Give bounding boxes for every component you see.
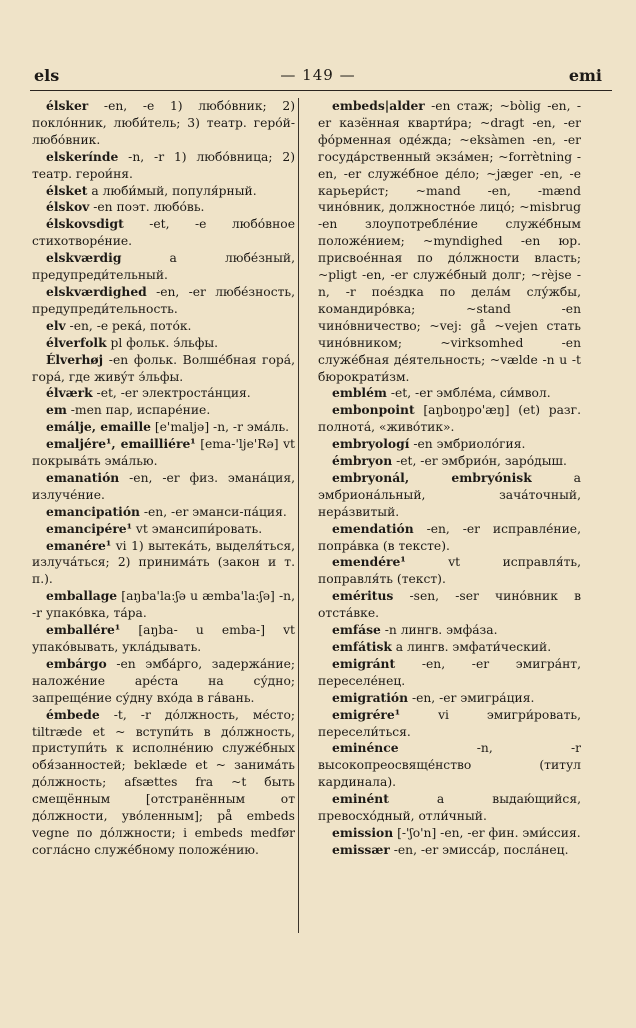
entry-headword: embonpoint [332,402,415,418]
dictionary-entry [32,538,295,589]
right-column [318,98,581,859]
entry-definition: -n лингв. эмфа́за. [380,623,498,638]
entry-definition: -en фольк. Волше́бная гора́, гора́, где живу́т э́льфы. [32,352,295,384]
entry-definition: vi эмигри́ровать, пересели́ться. [318,707,581,739]
entry-definition: -en, -e 1) любо́вник; 2) покло́нник, люби́тель; 3) театр. геро́й-любо́вник. [32,99,295,147]
entry-headword: emanére¹ [46,537,112,553]
header-right-guide-word: emi [568,66,602,85]
entry-headword: émbede [46,706,100,722]
entry-definition: pl фольк. э́льфы. [106,335,219,350]
entry-definition: [aŋboŋpo'æŋ] (et) разг. полнота́, «живо́тик». [318,403,581,435]
entry-headword: elskværdig [46,250,122,266]
dictionary-entry [318,453,581,470]
dictionary-entry [32,402,295,419]
entry-definition: -en, -er исправле́ние, попра́вка (в тексте). [318,521,581,553]
dictionary-entry [318,402,581,436]
dictionary-entry [318,791,581,825]
entry-definition: -en, -er эманси-па́ция. [139,504,287,519]
dictionary-entry [32,419,295,436]
dictionary-entry [318,521,581,555]
dictionary-entry [32,588,295,622]
dictionary-entry [32,707,295,859]
entry-headword: em [46,402,67,418]
dictionary-entry [32,504,295,521]
entry-definition: -t, -r до́лжность, ме́сто; tiltræde et ~ вступи́ть в до́лжность, приступи́ть к исполне́нию служе́бных обя́занностей; beklæde et ~ занима́ть до́лжность; afsættes fra ~t быть смещённым [отстранённым от до́лжности, уво́ленным]; på embeds vegne по до́лжности; i embeds medfør согла́сно служе́бному положе́нию. [32,707,295,857]
dictionary-entry [32,521,295,538]
entry-definition: a любе́зный, предупреди́тельный. [32,251,295,283]
entry-headword: emblém [332,385,387,401]
entry-headword: emission [332,824,394,840]
entry-definition: [aŋba'la:ʃə u æmba'la:ʃə] -n, -r упако́вка, та́ра. [32,589,295,621]
entry-definition: -n, -r 1) любо́вница; 2) театр. герои́ня. [32,149,295,181]
entry-definition: -et, -e любо́вное стихотворе́ние. [32,217,295,249]
entry-definition: -en, -er эмигра́нт, переселе́нец. [318,656,581,688]
entry-headword: elskværdighed [46,283,147,299]
entry-definition: -n, -r высокопреосвяще́нство (титул кардинала). [318,741,581,790]
dictionary-entry [32,318,295,335]
entry-definition: -en, -er физ. эмана́ция, излуче́ние. [32,470,295,502]
dictionary-entry [318,842,581,859]
entry-headword: embryologí [332,436,410,452]
entry-headword: emigratión [332,689,409,705]
dictionary-entry [32,98,295,149]
entry-headword: emigrére¹ [332,706,401,722]
dictionary-entry [32,199,295,216]
dictionary-entry [32,470,295,504]
page-number: — 149 — [280,66,356,84]
dictionary-entry [32,385,295,402]
entry-headword: élsker [46,98,89,113]
entry-headword: embeds|alder [332,98,425,113]
dictionary-entry [318,639,581,656]
entry-headword: eminént [332,791,389,807]
dictionary-entry [318,690,581,707]
dictionary-entry [32,335,295,352]
dictionary-entry [32,352,295,386]
entry-headword: embryonál, embryónisk [332,469,532,485]
dictionary-entry [318,554,581,588]
entry-definition: -et, -er эмбрио́н, заро́дыш. [392,454,567,469]
header-left-guide-word: els [34,66,60,85]
entry-headword: eméritus [332,588,394,604]
dictionary-entry [32,436,295,470]
dictionary-entry [32,149,295,183]
entry-headword: emballére¹ [46,622,121,638]
entry-definition: -et, -er электроста́нция. [92,386,251,401]
entry-headword: emballage [46,588,118,604]
entry-definition: -en стаж; ~bòlig -en, -er казённая кварти́ра; ~dragt -en, -er фо́рменная оде́жда; ~eksàmen -en, -er госуда́рственный экза́мен; ~forrètning -en, -er служе́бное де́ло; ~jæger -en, -e карьери́ст; ~mand -en, -mænd чино́вник, должностно́е лицо́; ~misbrug -en злоупотребле́ние служе́бным положе́нием; ~myndighed -en юр. присвое́нная по до́лжности власть; ~pligt -en, -er служе́бный долг; ~rèjse -n, -r пое́здка по дела́м слу́жбы, командиро́вка; ~stand -en чино́вничество; ~vej: gå ~vejen стать чино́вником; ~virksomhed -en служе́бная де́ятельность; ~vælde -n u -t бюрократи́зм. [318,99,581,384]
entry-headword: emigránt [332,655,396,671]
entry-definition: vt эмансипи́ровать. [132,521,263,536]
entry-definition: [-'ʃo'n] -en, -er фин. эми́ссия. [393,825,581,840]
dictionary-entry [32,250,295,284]
entry-definition: a лингв. эмфати́ческий. [391,640,552,654]
entry-headword: emancipére¹ [46,520,133,536]
entry-headword: emaljére¹, emailliére¹ [46,436,196,452]
dictionary-entry [318,740,581,791]
left-column [32,98,295,859]
entry-definition: -en, -er эмигра́ция. [408,690,535,705]
entry-headword: embárgo [46,655,107,671]
dictionary-entry [318,707,581,741]
dictionary-entry [32,284,295,318]
dictionary-entry [318,98,581,385]
entry-headword: emfáse [332,622,381,638]
entry-definition: -en, -er эмисса́р, посла́нец. [389,842,569,857]
entry-headword: emfátisk [332,639,392,654]
entry-headword: Élverhøj [46,351,104,367]
dictionary-entry [32,183,295,200]
entry-headword: emendére¹ [332,554,406,570]
entry-headword: élsket [46,182,88,198]
column-divider [298,98,299,933]
dictionary-entry [318,622,581,639]
entry-definition: vi 1) вытека́ть, выделя́ться, излуча́ться; 2) принима́ть (закон и т. п.). [32,538,295,587]
dictionary-entry [32,216,295,250]
entry-headword: elv [46,317,66,333]
entry-headword: emancipatión [46,503,140,519]
dictionary-entry [32,656,295,707]
entry-headword: emendatión [332,520,414,536]
entry-headword: emanatión [46,469,120,485]
dictionary-entry [318,385,581,402]
dictionary-entry [318,436,581,453]
entry-definition: a эмбриона́льный, зача́точный, нера́звитый. [318,470,581,519]
entry-headword: eminénce [332,740,399,756]
entry-definition: -en, -er любе́зность, предупреди́тельность. [32,284,295,316]
entry-definition: -en эмба́рго, задержа́ние; наложе́ние аре́ста на су́дно; запреще́ние су́дну вхо́да в га́вань. [32,656,295,705]
entry-definition: -en поэт. любо́вь. [89,200,205,215]
dictionary-entry [318,825,581,842]
dictionary-entry [318,470,581,521]
entry-headword: elskerínde [46,148,119,164]
entry-definition: -et, -er эмбле́ма, си́мвол. [386,386,551,401]
entry-headword: emálje, emaille [46,419,151,435]
entry-definition: [ema-'lje'Rə] vt покрыва́ть эма́лью. [32,437,296,469]
entry-definition: vt исправля́ть, поправля́ть (текст). [318,555,581,587]
entry-definition: -men пар, испаре́ние. [66,403,211,418]
entry-definition: -en эмбриоло́гия. [409,437,526,452]
dictionary-entry [318,656,581,690]
dictionary-entry [318,588,581,622]
entry-definition: -sen, -ser чино́вник в отста́вке. [318,589,581,621]
entry-headword: élværk [46,385,93,401]
entry-headword: élskovsdigt [46,216,124,232]
entry-definition: [e'maljə] -n, -r эма́ль. [150,420,290,435]
entry-headword: élverfolk [46,334,107,350]
header-rule [30,90,612,91]
entry-headword: élskov [46,199,90,215]
entry-definition: -en, -e река́, пото́к. [65,318,192,333]
entry-headword: émbryon [332,453,393,469]
entry-definition: a выдаю́щийся, превосхо́дный, отли́чный. [318,792,581,824]
entry-definition: [aŋba- u emba-] vt упако́вывать, укла́дывать. [32,623,295,654]
entry-headword: emissær [332,841,390,857]
dictionary-entry [32,622,295,656]
entry-definition: a люби́мый, популя́рный. [87,183,257,198]
